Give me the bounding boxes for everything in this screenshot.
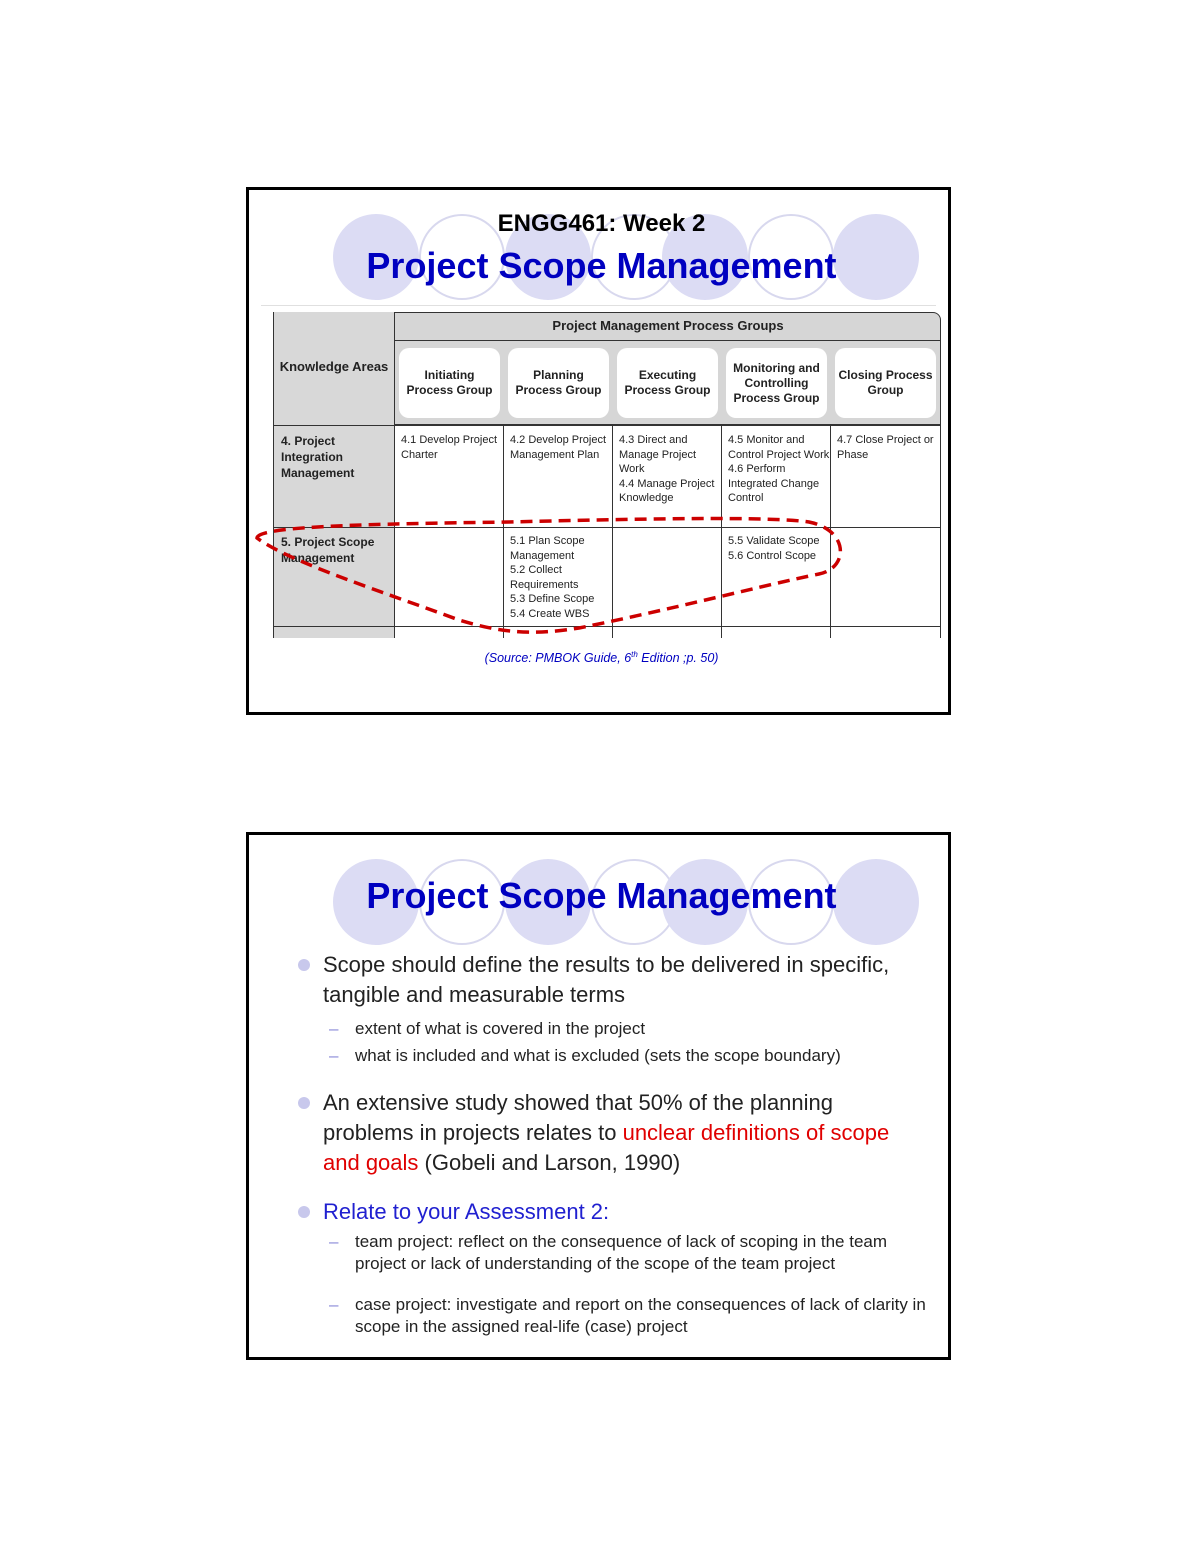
bullet-text-part: An extensive study showed that 50% of the planning problems in projects relates to — [323, 1090, 834, 1145]
process-group-executing: Executing Process Group — [617, 348, 718, 418]
knowledge-area-integration: 4. Project Integration Management — [281, 434, 355, 480]
sub-bullet-text: case project: investigate and report on the consequences of lack of clarity in scope in the assigned real-life (case) project — [355, 1295, 926, 1336]
knowledge-areas-label: Knowledge Areas — [279, 359, 389, 374]
slide-2 — [246, 832, 951, 1360]
source-text: (Source: PMBOK Guide, 6 — [484, 651, 632, 666]
sub-bullet-text: what is included and what is excluded (sets the scope boundary) — [355, 1046, 841, 1065]
bullet-text-part: (Gobeli and Larson, 1990) — [418, 1150, 681, 1175]
table-cell: 4.7 Close Project or Phase — [837, 434, 934, 461]
sub-bullet-text: team project: reflect on the consequence of lack of scoping in the team project or lack of understanding of the scope of the team project — [355, 1232, 888, 1273]
bullet-point — [301, 1197, 901, 1227]
process-group-planning: Planning Process Group — [508, 348, 609, 418]
bullet-icon — [298, 1206, 310, 1218]
scope-annotation-outline — [249, 190, 951, 715]
bullet-text — [323, 1088, 923, 1178]
bullet-icon — [298, 1097, 310, 1109]
bullet-text: Relate to your Assessment 2: — [323, 1199, 610, 1224]
table-cell: 5.5 Validate Scope 5.6 Control Scope — [728, 535, 820, 562]
highlighted-text: unclear definitions of scope and goals — [323, 1120, 890, 1175]
bullet-point — [301, 950, 901, 1012]
table-cell: 4.2 Develop Project Management Plan — [510, 434, 606, 461]
dash-icon: – — [329, 1295, 339, 1314]
process-groups-header: Project Management Process Groups — [552, 318, 784, 333]
dash-icon: – — [329, 1019, 339, 1038]
slide-supertitle: ENGG461: Week 2 — [497, 210, 706, 237]
slide-title: Project Scope Management — [366, 875, 837, 916]
source-citation — [249, 650, 951, 665]
table-cell: 5.1 Plan Scope Management 5.2 Collect Requirements 5.3 Define Scope 5.4 Create WBS — [510, 535, 595, 620]
source-superscript: th — [631, 650, 638, 659]
dash-icon: – — [329, 1232, 339, 1251]
table-cell: 4.1 Develop Project Charter — [401, 434, 497, 461]
process-group-initiating: Initiating Process Group — [399, 348, 500, 418]
process-group-monitoring: Monitoring and Controlling Process Group — [726, 348, 827, 418]
bullet-icon — [298, 959, 310, 971]
dash-icon: – — [329, 1046, 339, 1065]
sub-bullet-text: extent of what is covered in the project — [355, 1019, 646, 1038]
table-cell: 4.3 Direct and Manage Project Work 4.4 Manage Project Knowledge — [619, 434, 715, 504]
slide-title: Project Scope Management — [366, 245, 837, 286]
source-text-end: Edition ;p. 50) — [637, 651, 719, 666]
bullet-point — [301, 1088, 901, 1180]
process-group-closing: Closing Process Group — [835, 348, 936, 418]
bullet-text: Scope should define the results to be delivered in specific, tangible and measurable terms — [323, 952, 890, 1007]
slide-1 — [246, 187, 951, 715]
knowledge-area-scope: 5. Project Scope Management — [281, 535, 375, 565]
table-cell: 4.5 Monitor and Control Project Work 4.6 Perform Integrated Change Control — [728, 434, 830, 504]
